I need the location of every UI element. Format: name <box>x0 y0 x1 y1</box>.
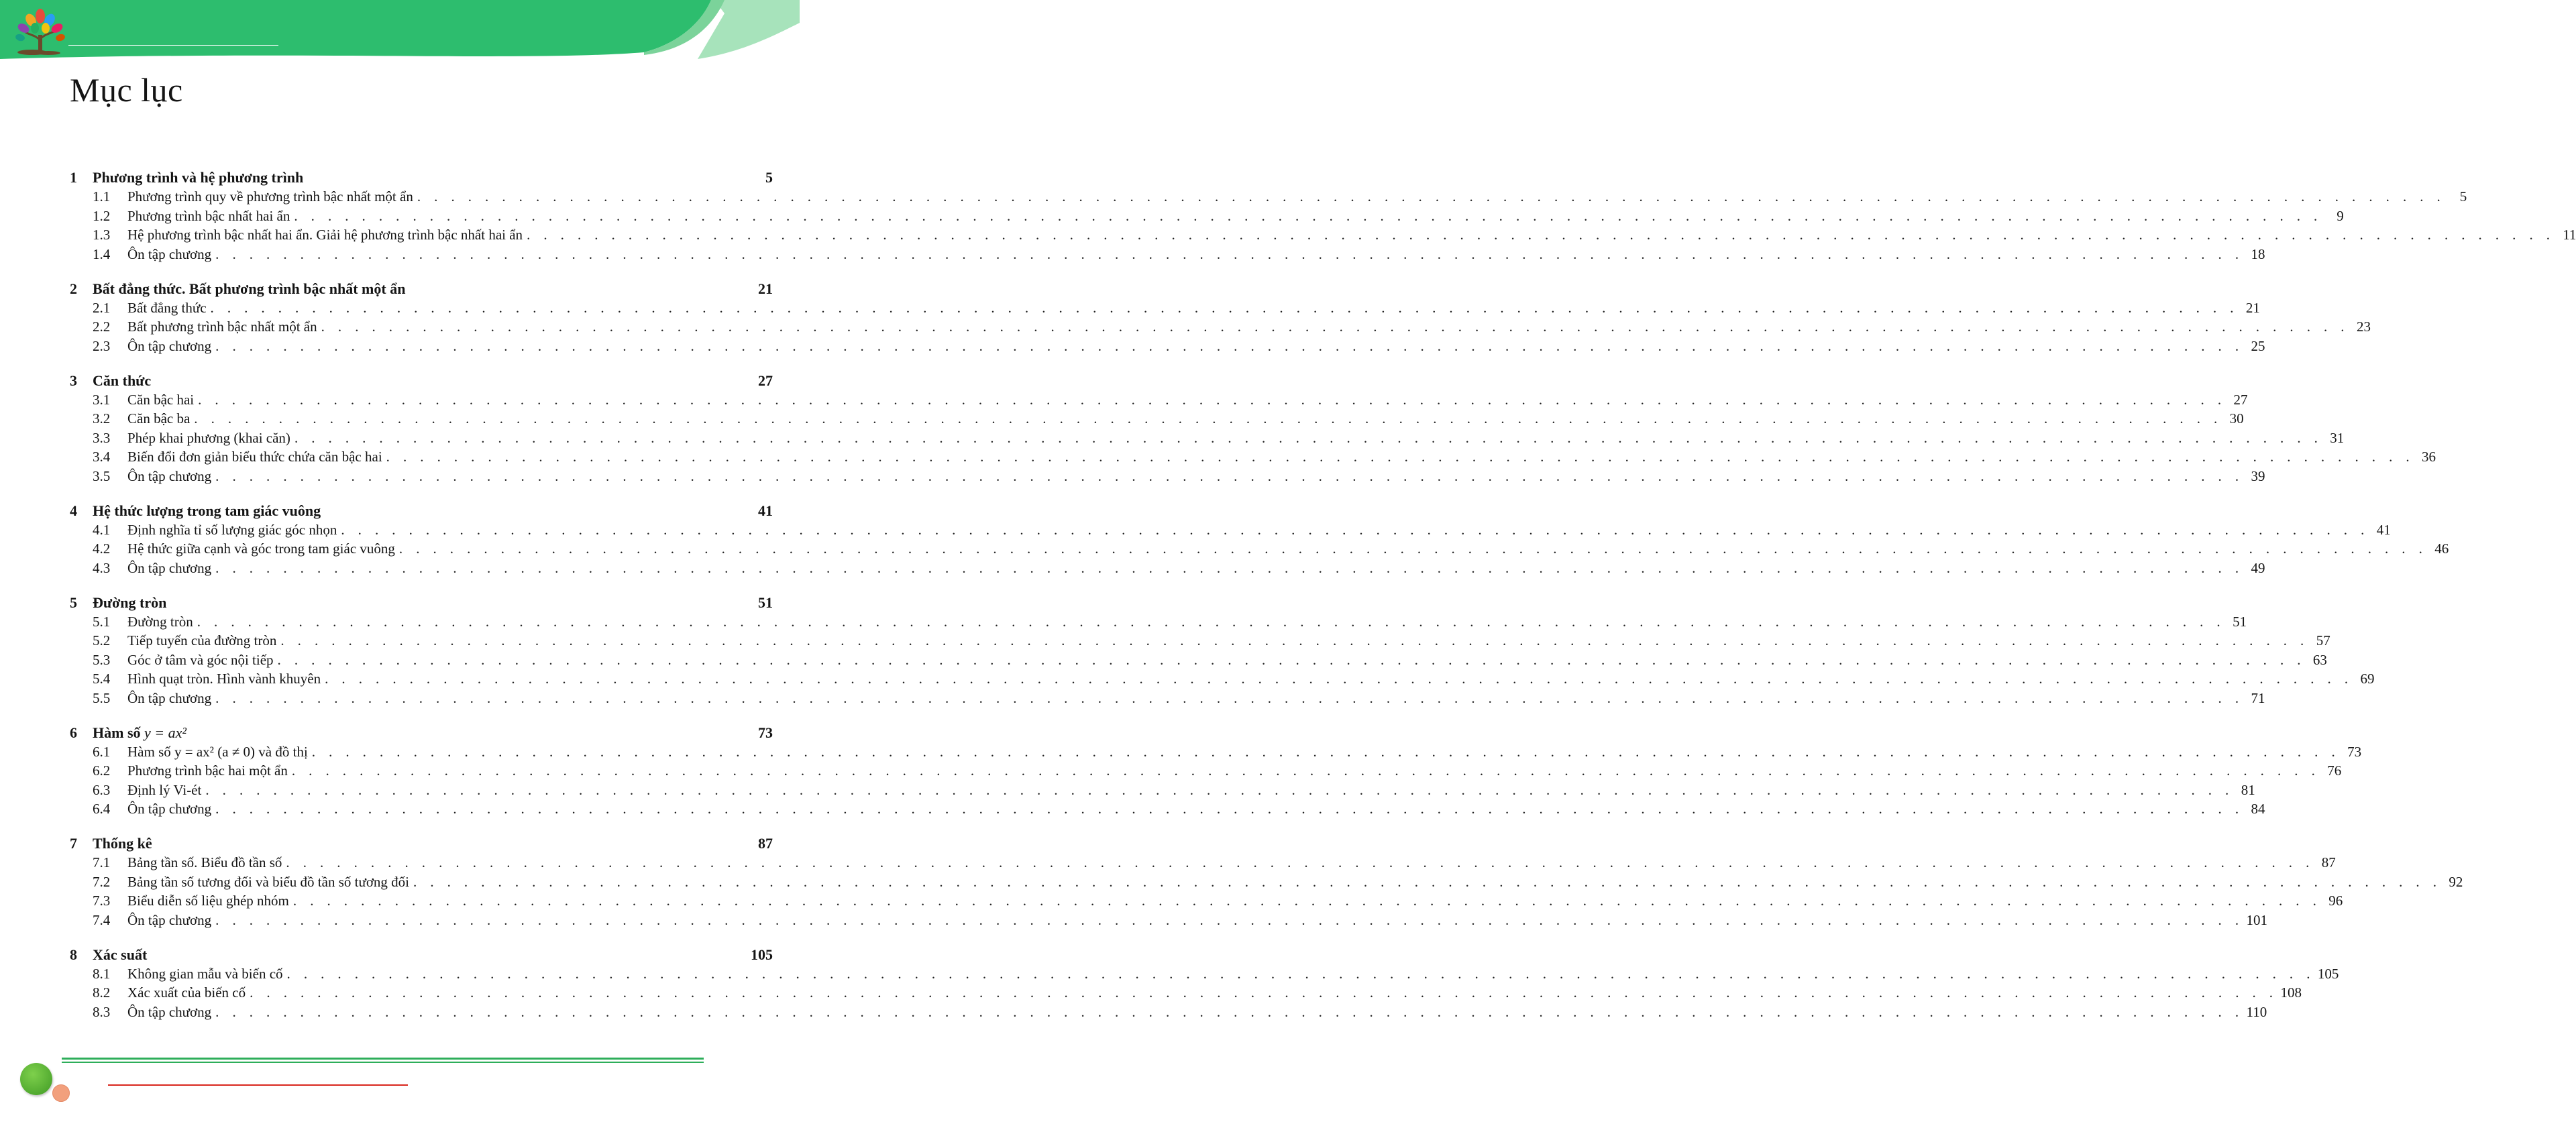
green-circle-icon <box>20 1063 52 1095</box>
chapter-title-text: Phương trình và hệ phương trình <box>93 169 304 186</box>
section-title: Ôn tập chương <box>127 467 212 484</box>
chapter-title <box>93 280 758 298</box>
footer-rule <box>62 1058 704 1060</box>
dot-leader: . . . . . . . . . . . . . . . . . . . . . . . . . . . . . . . . . . . . . . . . . . . . . . . . . . . . . . . . . . . . . . . . . . . . . . . . . . . . . . . . . . . . . . . . . . . . . . . . . . . . . . . . . . . . . . . . . . . . . . . . <box>197 613 2226 630</box>
section-entry[interactable] <box>70 1003 2267 1023</box>
section-entry[interactable] <box>70 613 2247 633</box>
section-page-number: 23 <box>2356 319 2371 335</box>
section-page-number: 101 <box>2246 911 2267 928</box>
section-page-number: 49 <box>2251 559 2265 576</box>
chapter-number: 1 <box>70 169 77 186</box>
section-page-number: 36 <box>2422 449 2436 465</box>
toc-chapter <box>70 372 2436 488</box>
section-title: Căn bậc hai <box>127 391 195 408</box>
dot-leader: . . . . . . . . . . . . . . . . . . . . . . . . . . . . . . . . . . . . . . . . . . . . . . . . . . . . . . . . . . . . . . . . . . . . . . . . . . . . . . . . . . . . . . . . . . . . . . . . . . . . . . . . . . . . . . . . . . . . . . . . <box>215 911 2244 928</box>
section-entry[interactable] <box>70 319 2371 338</box>
section-title: Hệ thức giữa cạnh và góc trong tam giác vuông <box>127 541 395 557</box>
chapter-page-number: 21 <box>758 280 773 297</box>
section-page-number: 108 <box>2280 984 2302 1001</box>
section-title: Ôn tập chương <box>127 911 212 928</box>
dot-leader: . . . . . . . . . . . . . . . . . . . . . . . . . . . . . . . . . . . . . . . . . . . . . . . . . . . . . . . . . . . . . . . . . . . . . . . . . . . . . . . . . . . . . . . . . . . . . . . . . . . . . . . . . . . . . . . . . . . . . . . . <box>311 743 2341 760</box>
section-entry[interactable] <box>70 449 2436 468</box>
header-banner <box>0 0 800 67</box>
section-page-number: 92 <box>2449 873 2463 890</box>
dot-leader: . . . . . . . . . . . . . . . . . . . . . . . . . . . . . . . . . . . . . . . . . . . . . . . . . . . . . . . . . . . . . . . . . . . . . . . . . . . . . . . . . . . . . . . . . . . . . . . . . . . . . . . . . . . . . . . . . . . . . . . . <box>294 429 2323 446</box>
chapter-number: 7 <box>70 835 77 852</box>
chapter-title-text: Bất đẳng thức. Bất phương trình bậc nhất một ẩn <box>93 280 406 297</box>
chapter-number: 6 <box>70 724 77 741</box>
section-page-number: 39 <box>2251 467 2265 484</box>
dot-leader: . . . . . . . . . . . . . . . . . . . . . . . . . . . . . . . . . . . . . . . . . . . . . . . . . . . . . . . . . . . . . . . . . . . . . . . . . . . . . . . . . . . . . . . . . . . . . . . . . . . . . . . . . . . . . . . . . . . . . . . . <box>277 651 2306 668</box>
section-entry[interactable] <box>70 391 2248 411</box>
section-title: Ôn tập chương <box>127 337 212 354</box>
section-entry[interactable] <box>70 965 2339 985</box>
section-page-number: 87 <box>2321 854 2336 870</box>
dot-leader: . . . . . . . . . . . . . . . . . . . . . . . . . . . . . . . . . . . . . . . . . . . . . . . . . . . . . . . . . . . . . . . . . . . . . . . . . . . . . . . . . . . . . . . . . . . . . . . . . . . . . . . . . . . . . . . . . . . . . . . . <box>286 854 2314 870</box>
section-title: Định lý Vi-ét <box>127 781 202 798</box>
section-title: Hình quạt tròn. Hình vành khuyên <box>127 671 321 687</box>
section-page-number: 11 <box>2563 227 2576 243</box>
chapter-number: 5 <box>70 594 77 611</box>
section-page-number: 51 <box>2233 613 2247 630</box>
chapter-number: 8 <box>70 946 77 963</box>
section-title: Không gian mẫu và biến cố <box>127 965 283 982</box>
section-page-number: 69 <box>2360 671 2375 687</box>
chapter-title <box>93 372 758 390</box>
section-page-number: 57 <box>2316 632 2330 648</box>
section-page-number: 41 <box>2376 521 2391 538</box>
section-entry[interactable] <box>70 801 2265 820</box>
section-title: Ôn tập chương <box>127 1003 212 1020</box>
footer-rule-thin <box>62 1062 704 1063</box>
section-title: Đường tròn <box>127 613 193 630</box>
section-number: 3.5 <box>93 467 111 484</box>
section-number: 4.1 <box>93 521 111 538</box>
header-rule <box>68 45 278 46</box>
section-entry[interactable] <box>70 762 2342 782</box>
chapter-title-text: Thống kê <box>93 835 152 852</box>
section-title: Phương trình quy về phương trình bậc nhất một ẩn <box>127 188 413 205</box>
section-number: 2.1 <box>93 299 111 316</box>
section-number: 8.1 <box>93 965 111 982</box>
section-number: 7.2 <box>93 873 111 890</box>
dot-leader: . . . . . . . . . . . . . . . . . . . . . . . . . . . . . . . . . . . . . . . . . . . . . . . . . . . . . . . . . . . . . . . . . . . . . . . . . . . . . . . . . . . . . . . . . . . . . . . . . . . . . . . . . . . . . . . . . . . . . . . . <box>215 689 2244 706</box>
section-title: Căn bậc ba <box>127 410 191 427</box>
section-entry[interactable] <box>70 188 2467 208</box>
section-title: Xác xuất của biến cố <box>127 984 246 1001</box>
chapter-number: 3 <box>70 372 77 389</box>
section-title: Hệ phương trình bậc nhất hai ẩn. Giải hệ phương trình bậc nhất hai ẩn <box>127 227 523 243</box>
chapter-page-number: 51 <box>758 594 773 611</box>
dot-leader: . . . . . . . . . . . . . . . . . . . . . . . . . . . . . . . . . . . . . . . . . . . . . . . . . . . . . . . . . . . . . . . . . . . . . . . . . . . . . . . . . . . . . . . . . . . . . . . . . . . . . . . . . . . . . . . . . . . . . . . . <box>215 559 2244 576</box>
section-page-number: 31 <box>2330 429 2345 446</box>
section-entry[interactable] <box>70 781 2255 801</box>
section-entry[interactable] <box>70 743 2362 763</box>
section-number: 3.2 <box>93 410 111 427</box>
section-page-number: 110 <box>2246 1003 2267 1020</box>
section-page-number: 84 <box>2251 801 2265 817</box>
chapter-title-text: Hàm số <box>93 724 141 741</box>
section-entry[interactable] <box>70 299 2260 319</box>
dot-leader: . . . . . . . . . . . . . . . . . . . . . . . . . . . . . . . . . . . . . . . . . . . . . . . . . . . . . . . . . . . . . . . . . . . . . . . . . . . . . . . . . . . . . . . . . . . . . . . . . . . . . . . . . . . . . . . . . . . . . . . . <box>215 467 2244 484</box>
section-number: 5.5 <box>93 689 111 706</box>
section-title: Ôn tập chương <box>127 245 212 262</box>
dot-leader: . . . . . . . . . . . . . . . . . . . . . . . . . . . . . . . . . . . . . . . . . . . . . . . . . . . . . . . . . . . . . . . . . . . . . . . . . . . . . . . . . . . . . . . . . . . . . . . . . . . . . . . . . . . . . . . . . . . . . . . . <box>280 632 2309 648</box>
section-title: Định nghĩa tỉ số lượng giác góc nhọn <box>127 521 337 538</box>
chapter-page-number: 5 <box>765 169 773 186</box>
chapter-title <box>93 835 758 852</box>
chapter-title-text: Đường tròn <box>93 594 167 611</box>
dot-leader: . . . . . . . . . . . . . . . . . . . . . . . . . . . . . . . . . . . . . . . . . . . . . . . . . . . . . . . . . . . . . . . . . . . . . . . . . . . . . . . . . . . . . . . . . . . . . . . . . . . . . . . . . . . . . . . . . . . . . . . . <box>294 207 2322 224</box>
dot-leader: . . . . . . . . . . . . . . . . . . . . . . . . . . . . . . . . . . . . . . . . . . . . . . . . . . . . . . . . . . . . . . . . . . . . . . . . . . . . . . . . . . . . . . . . . . . . . . . . . . . . . . . . . . . . . . . . . . . . . . . . <box>210 299 2239 316</box>
section-entry[interactable] <box>70 559 2265 579</box>
section-page-number: 9 <box>2337 207 2344 224</box>
section-title: Bất phương trình bậc nhất một ẩn <box>127 319 317 335</box>
section-number: 7.1 <box>93 854 111 870</box>
section-page-number: 18 <box>2251 245 2265 262</box>
dot-leader: . . . . . . . . . . . . . . . . . . . . . . . . . . . . . . . . . . . . . . . . . . . . . . . . . . . . . . . . . . . . . . . . . . . . . . . . . . . . . . . . . . . . . . . . . . . . . . . . . . . . . . . . . . . . . . . . . . . . . . . . <box>215 801 2244 817</box>
dot-leader: . . . . . . . . . . . . . . . . . . . . . . . . . . . . . . . . . . . . . . . . . . . . . . . . . . . . . . . . . . . . . . . . . . . . . . . . . . . . . . . . . . . . . . . . . . . . . . . . . . . . . . . . . . . . . . . . . . . . . . . . <box>341 521 2369 538</box>
section-entry[interactable] <box>70 854 2336 874</box>
dot-leader: . . . . . . . . . . . . . . . . . . . . . . . . . . . . . . . . . . . . . . . . . . . . . . . . . . . . . . . . . . . . . . . . . . . . . . . . . . . . . . . . . . . . . . . . . . . . . . . . . . . . . . . . . . . . . . . . . . . . . . . . <box>194 410 2222 427</box>
chapter-title <box>93 724 758 742</box>
section-number: 1.3 <box>93 227 111 243</box>
section-number: 2.2 <box>93 319 111 335</box>
section-entry[interactable] <box>70 467 2265 488</box>
section-number: 8.2 <box>93 984 111 1001</box>
colorful-tree-logo-icon <box>13 8 67 59</box>
section-page-number: 46 <box>2434 541 2449 557</box>
section-number: 7.3 <box>93 893 111 909</box>
dot-leader: . . . . . . . . . . . . . . . . . . . . . . . . . . . . . . . . . . . . . . . . . . . . . . . . . . . . . . . . . . . . . . . . . . . . . . . . . . . . . . . . . . . . . . . . . . . . . . . . . . . . . . . . . . . . . . . . . . . . . . . . <box>198 391 2226 408</box>
section-entry[interactable] <box>70 410 2244 430</box>
chapter-entry[interactable] <box>70 372 773 392</box>
section-page-number: 25 <box>2251 337 2265 354</box>
section-title: Ôn tập chương <box>127 801 212 817</box>
chapter-title-math: y = ax² <box>144 724 186 741</box>
section-page-number: 105 <box>2317 965 2339 982</box>
chapter-title-text: Căn thức <box>93 372 152 389</box>
section-title: Biểu diễn số liệu ghép nhóm <box>127 893 289 909</box>
toc-chapter <box>70 169 2576 265</box>
section-entry[interactable] <box>70 651 2327 671</box>
section-number: 3.3 <box>93 429 111 446</box>
section-page-number: 21 <box>2245 299 2260 316</box>
toc-chapter <box>70 946 2339 1023</box>
orange-circle-icon <box>52 1084 70 1102</box>
section-number: 4.2 <box>93 541 111 557</box>
section-title: Bảng tần số. Biểu đồ tần số <box>127 854 282 870</box>
dot-leader: . . . . . . . . . . . . . . . . . . . . . . . . . . . . . . . . . . . . . . . . . . . . . . . . . . . . . . . . . . . . . . . . . . . . . . . . . . . . . . . . . . . . . . . . . . . . . . . . . . . . . . . . . . . . . . . . . . . . . . . . <box>215 1003 2244 1020</box>
section-page-number: 81 <box>2241 781 2255 798</box>
chapter-page-number: 27 <box>758 372 773 389</box>
dot-leader: . . . . . . . . . . . . . . . . . . . . . . . . . . . . . . . . . . . . . . . . . . . . . . . . . . . . . . . . . . . . . . . . . . . . . . . . . . . . . . . . . . . . . . . . . . . . . . . . . . . . . . . . . . . . . . . . . . . . . . . . <box>413 873 2442 890</box>
chapter-entry[interactable] <box>70 502 773 522</box>
dot-leader: . . . . . . . . . . . . . . . . . . . . . . . . . . . . . . . . . . . . . . . . . . . . . . . . . . . . . . . . . . . . . . . . . . . . . . . . . . . . . . . . . . . . . . . . . . . . . . . . . . . . . . . . . . . . . . . . . . . . . . . . <box>250 984 2278 1001</box>
section-title: Bảng tần số tương đối và biểu đồ tần số tương đối <box>127 873 410 890</box>
dot-leader: . . . . . . . . . . . . . . . . . . . . . . . . . . . . . . . . . . . . . . . . . . . . . . . . . . . . . . . . . . . . . . . . . . . . . . . . . . . . . . . . . . . . . . . . . . . . . . . . . . . . . . . . . . . . . . . . . . . . . . . . <box>321 319 2349 335</box>
section-entry[interactable] <box>70 893 2343 912</box>
dot-leader: . . . . . . . . . . . . . . . . . . . . . . . . . . . . . . . . . . . . . . . . . . . . . . . . . . . . . . . . . . . . . . . . . . . . . . . . . . . . . . . . . . . . . . . . . . . . . . . . . . . . . . . . . . . . . . . . . . . . . . . . <box>292 893 2322 909</box>
section-number: 6.1 <box>93 743 111 760</box>
section-number: 7.4 <box>93 911 111 928</box>
section-entry[interactable] <box>70 873 2463 893</box>
section-title: Phương trình bậc nhất hai ẩn <box>127 207 290 224</box>
section-number: 3.1 <box>93 391 111 408</box>
dot-leader: . . . . . . . . . . . . . . . . . . . . . . . . . . . . . . . . . . . . . . . . . . . . . . . . . . . . . . . . . . . . . . . . . . . . . . . . . . . . . . . . . . . . . . . . . . . . . . . . . . . . . . . . . . . . . . . . . . . . . . . . <box>215 245 2244 262</box>
section-page-number: 63 <box>2312 651 2327 668</box>
section-number: 8.3 <box>93 1003 111 1020</box>
section-number: 1.2 <box>93 207 111 224</box>
chapter-number: 4 <box>70 502 77 519</box>
section-number: 5.3 <box>93 651 111 668</box>
section-page-number: 5 <box>2459 188 2467 205</box>
toc-chapter <box>70 502 2449 579</box>
section-entry[interactable] <box>70 671 2375 690</box>
section-entry[interactable] <box>70 207 2344 227</box>
toc-chapter <box>70 280 2371 357</box>
chapter-title <box>93 169 765 186</box>
chapter-entry[interactable] <box>70 594 773 614</box>
section-entry[interactable] <box>70 337 2265 357</box>
chapter-entry[interactable] <box>70 169 773 188</box>
page-title: Mục lục <box>70 71 183 109</box>
section-title: Bất đẳng thức <box>127 299 207 316</box>
dot-leader: . . . . . . . . . . . . . . . . . . . . . . . . . . . . . . . . . . . . . . . . . . . . . . . . . . . . . . . . . . . . . . . . . . . . . . . . . . . . . . . . . . . . . . . . . . . . . . . . . . . . . . . . . . . . . . . . . . . . . . . . <box>386 449 2415 465</box>
section-entry[interactable] <box>70 984 2302 1004</box>
chapter-entry[interactable] <box>70 946 773 966</box>
footer-red-rule <box>108 1084 408 1086</box>
section-page-number: 96 <box>2328 893 2343 909</box>
section-number: 6.3 <box>93 781 111 798</box>
dot-leader: . . . . . . . . . . . . . . . . . . . . . . . . . . . . . . . . . . . . . . . . . . . . . . . . . . . . . . . . . . . . . . . . . . . . . . . . . . . . . . . . . . . . . . . . . . . . . . . . . . . . . . . . . . . . . . . . . . . . . . . . <box>205 781 2234 798</box>
chapter-entry[interactable] <box>70 280 773 300</box>
chapter-number: 2 <box>70 280 77 297</box>
section-entry[interactable] <box>70 911 2267 931</box>
section-entry[interactable] <box>70 689 2265 710</box>
section-number: 6.2 <box>93 762 111 779</box>
section-title: Phép khai phương (khai căn) <box>127 429 290 446</box>
section-title: Biến đổi đơn giản biểu thức chứa căn bậc hai <box>127 449 382 465</box>
chapter-page-number: 105 <box>751 946 773 963</box>
dot-leader: . . . . . . . . . . . . . . . . . . . . . . . . . . . . . . . . . . . . . . . . . . . . . . . . . . . . . . . . . . . . . . . . . . . . . . . . . . . . . . . . . . . . . . . . . . . . . . . . . . . . . . . . . . . . . . . . . . . . . . . . <box>417 188 2446 205</box>
chapter-title-text: Hệ thức lượng trong tam giác vuông <box>93 502 321 519</box>
section-number: 4.3 <box>93 559 111 576</box>
section-title: Góc ở tâm và góc nội tiếp <box>127 651 274 668</box>
chapter-entry[interactable] <box>70 835 773 854</box>
header-wave <box>0 0 800 67</box>
section-title: Ôn tập chương <box>127 559 212 576</box>
table-of-contents <box>70 169 2576 1038</box>
chapter-title-text: Xác suất <box>93 946 148 963</box>
toc-chapter <box>70 835 2463 931</box>
section-number: 6.4 <box>93 801 111 817</box>
section-page-number: 27 <box>2233 391 2248 408</box>
dot-leader: . . . . . . . . . . . . . . . . . . . . . . . . . . . . . . . . . . . . . . . . . . . . . . . . . . . . . . . . . . . . . . . . . . . . . . . . . . . . . . . . . . . . . . . . . . . . . . . . . . . . . . . . . . . . . . . . . . . . . . . . <box>325 671 2353 687</box>
section-page-number: 73 <box>2347 743 2362 760</box>
section-entry[interactable] <box>70 632 2330 652</box>
chapter-page-number: 73 <box>758 724 773 741</box>
section-entry[interactable] <box>70 245 2265 266</box>
section-entry[interactable] <box>70 521 2391 541</box>
toc-chapter <box>70 724 2362 820</box>
dot-leader: . . . . . . . . . . . . . . . . . . . . . . . . . . . . . . . . . . . . . . . . . . . . . . . . . . . . . . . . . . . . . . . . . . . . . . . . . . . . . . . . . . . . . . . . . . . . . . . . . . . . . . . . . . . . . . . . . . . . . . . . <box>286 965 2315 982</box>
chapter-entry[interactable] <box>70 724 773 744</box>
section-number: 1.4 <box>93 245 111 262</box>
section-number: 2.3 <box>93 337 111 354</box>
section-entry[interactable] <box>70 429 2345 449</box>
chapter-page-number: 41 <box>758 502 773 519</box>
dot-leader: . . . . . . . . . . . . . . . . . . . . . . . . . . . . . . . . . . . . . . . . . . . . . . . . . . . . . . . . . . . . . . . . . . . . . . . . . . . . . . . . . . . . . . . . . . . . . . . . . . . . . . . . . . . . . . . . . . . . . . . . <box>398 541 2428 557</box>
section-title: Ôn tập chương <box>127 689 212 706</box>
section-number: 5.1 <box>93 613 111 630</box>
section-number: 3.4 <box>93 449 111 465</box>
section-title: Hàm số y = ax² (a ≠ 0) và đồ thị <box>127 743 308 760</box>
dot-leader: . . . . . . . . . . . . . . . . . . . . . . . . . . . . . . . . . . . . . . . . . . . . . . . . . . . . . . . . . . . . . . . . . . . . . . . . . . . . . . . . . . . . . . . . . . . . . . . . . . . . . . . . . . . . . . . . . . . . . . . . <box>527 227 2555 243</box>
section-title: Tiếp tuyến của đường tròn <box>127 632 277 648</box>
section-page-number: 71 <box>2251 689 2265 706</box>
section-entry[interactable] <box>70 227 2576 246</box>
section-title: Phương trình bậc hai một ẩn <box>127 762 288 779</box>
section-number: 1.1 <box>93 188 111 205</box>
section-entry[interactable] <box>70 541 2449 560</box>
chapter-title <box>93 946 751 964</box>
section-number: 5.2 <box>93 632 111 648</box>
chapter-title <box>93 594 758 612</box>
toc-chapter <box>70 594 2375 710</box>
section-page-number: 30 <box>2229 410 2244 427</box>
dot-leader: . . . . . . . . . . . . . . . . . . . . . . . . . . . . . . . . . . . . . . . . . . . . . . . . . . . . . . . . . . . . . . . . . . . . . . . . . . . . . . . . . . . . . . . . . . . . . . . . . . . . . . . . . . . . . . . . . . . . . . . . <box>291 762 2320 779</box>
chapter-page-number: 87 <box>758 835 773 852</box>
chapter-title <box>93 502 758 520</box>
dot-leader: . . . . . . . . . . . . . . . . . . . . . . . . . . . . . . . . . . . . . . . . . . . . . . . . . . . . . . . . . . . . . . . . . . . . . . . . . . . . . . . . . . . . . . . . . . . . . . . . . . . . . . . . . . . . . . . . . . . . . . . . <box>215 337 2244 354</box>
section-number: 5.4 <box>93 671 111 687</box>
section-page-number: 76 <box>2327 762 2342 779</box>
